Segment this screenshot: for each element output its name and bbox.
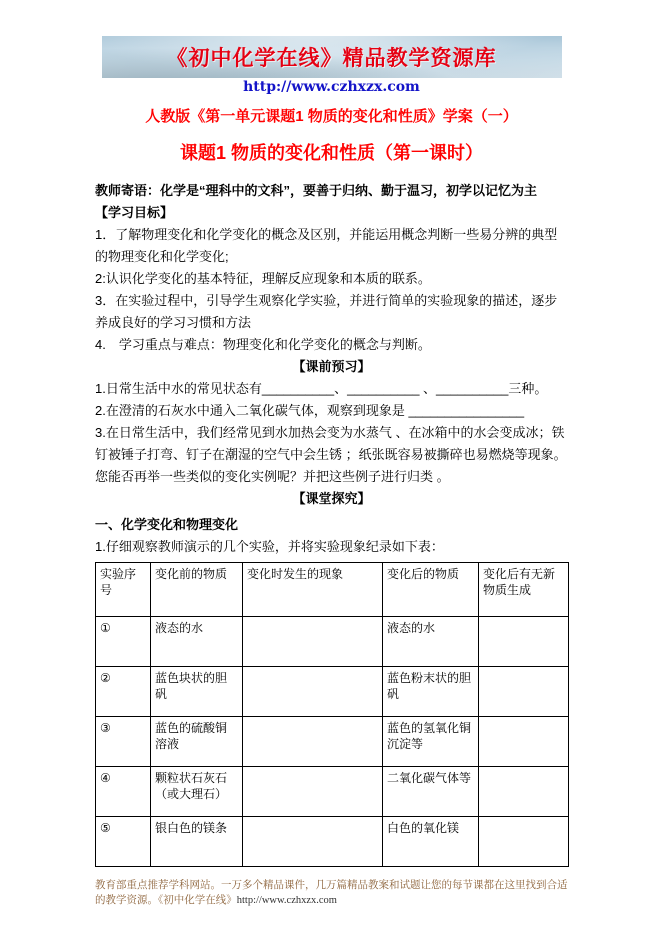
table-cell [479,817,569,867]
table-header-row [96,563,569,617]
table-row [96,767,569,817]
table-header-cell: 实验序号 [96,563,151,617]
preview-item-1: 1.日常生活中水的常见状态有__________、__________ 、__________三种。 [95,381,548,396]
table-cell: 蓝色块状的胆矾 [151,667,243,717]
table-row [96,617,569,667]
table-cell: ⑤ [96,817,151,867]
site-banner [102,36,562,78]
lesson-subtitle: 人教版《第一单元课题1 物质的变化和性质》学案（一） [145,108,518,125]
experiment-record-table [95,562,569,867]
table-cell: 二氧化碳气体等 [383,767,479,817]
table-intro: 1.仔细观察教师演示的几个实验，并将实验现象纪录如下表： [95,539,444,554]
goal-item-2: 2:认识化学变化的基本特征，理解反应现象和本质的联系。 [95,271,431,286]
table-row [96,717,569,767]
table-row [96,817,569,867]
table-header-cell: 变化后的物质 [383,563,479,617]
goal-item-4: 4. 学习重点与难点：物理变化和化学变化的概念与判断。 [95,337,431,352]
table-cell [243,667,383,717]
footer-text: 教育部重点推荐学科网站。一万多个精品课件，几万篇精品教案和试题让您的每节课都在这里找到合适的教学资源。《初中化学在线》 [95,880,568,906]
table-cell: 银白色的镁条 [151,817,243,867]
table-cell: 蓝色的硫酸铜溶液 [151,717,243,767]
table-cell: ④ [96,767,151,817]
table-cell: 白色的氧化镁 [383,817,479,867]
preview-item-3: 3.在日常生活中，我们经常见到水加热会变为水蒸气 、在冰箱中的水会变成冰；铁钉被锤子打弯、钉子在潮湿的空气中会生锈 ；纸张既容易被撕碎也易燃烧等现象。您能否再举一些类似的变化实例呢？并把这些例子进行归类 。 [95,425,567,484]
table-header-cell: 变化时发生的现象 [243,563,383,617]
preview-item-2: 2.在澄清的石灰水中通入二氧化碳气体，观察到现象是 ________________ [95,403,525,418]
table-header-cell: 变化前的物质 [151,563,243,617]
table-cell: 液态的水 [151,617,243,667]
table-cell: 蓝色粉末状的胆矾 [383,667,479,717]
teacher-message: 教师寄语：化学是“理科中的文科”，要善于归纳、勤于温习，初学以记忆为主 [95,183,538,198]
table-cell: 液态的水 [383,617,479,667]
goal-item-1: 1．了解物理变化和化学变化的概念及区别，并能运用概念判断一些易分辨的典型的物理变化和化学变化; [95,227,558,264]
table-cell [479,667,569,717]
section-preview-header: 【课前预习】 [292,359,371,374]
table-cell: 颗粒状石灰石（或大理石） [151,767,243,817]
banner-url-link[interactable]: http://www.czhxzx.com [243,79,420,95]
table-cell [243,767,383,817]
table-cell: ③ [96,717,151,767]
table-cell: 蓝色的氢氧化铜沉淀等 [383,717,479,767]
page-footer [95,878,568,908]
table-cell [243,717,383,767]
section-goals-header: 【学习目标】 [95,205,174,220]
table-row [96,667,569,717]
goal-item-3: 3．在实验过程中，引导学生观察化学实验，并进行简单的实验现象的描述，逐步养成良好的学习习惯和方法 [95,293,558,330]
table-cell [243,617,383,667]
table-cell [243,817,383,867]
banner-title: 《初中化学在线》精品教学资源库 [166,45,497,70]
table-cell: ② [96,667,151,717]
table-cell [479,617,569,667]
table-cell [479,717,569,767]
table-cell [479,767,569,817]
section-explore-header: 【课堂探究】 [292,491,371,506]
table-header-cell: 变化后有无新物质生成 [479,563,569,617]
part1-title: 一、化学变化和物理变化 [95,517,239,532]
table-cell: ① [96,617,151,667]
lesson-title: 课题1 物质的变化和性质（第一课时） [179,143,483,163]
footer-url-link[interactable]: http://www.czhxzx.com [236,895,337,906]
